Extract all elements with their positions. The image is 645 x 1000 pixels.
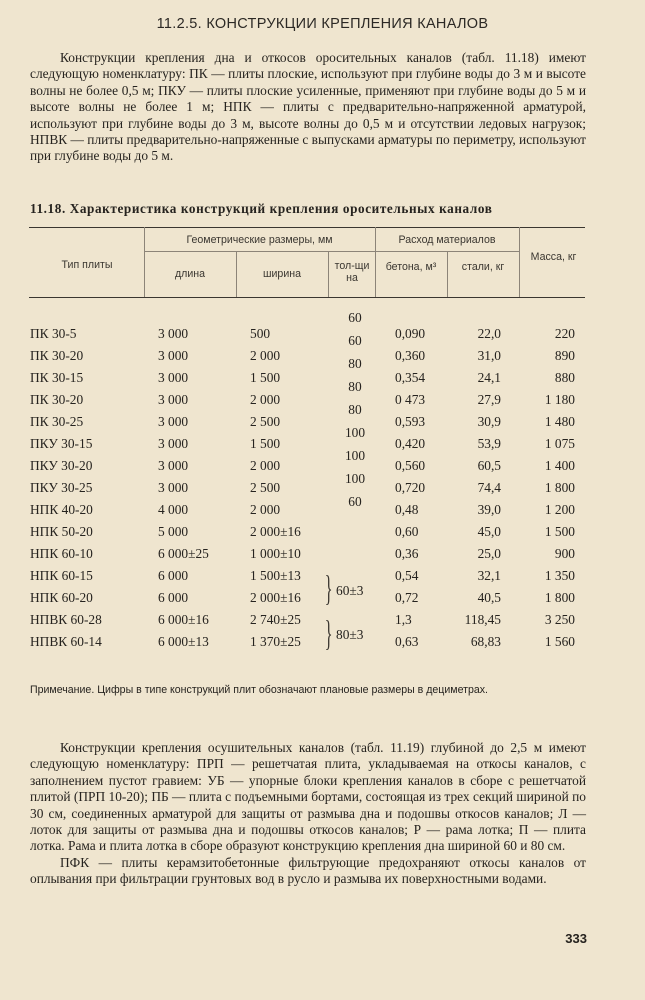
- header-steel: стали, кг: [461, 261, 505, 273]
- cell-length: 3 000: [158, 480, 189, 495]
- cell-steel: 68,83: [470, 634, 501, 649]
- cell-concrete: 0 473: [395, 392, 426, 407]
- thickness-group-2: 80±3: [336, 627, 364, 642]
- cell-steel: 118,45: [464, 612, 501, 627]
- cell-steel: 30,9: [477, 414, 501, 429]
- brace-group-1: }: [324, 568, 333, 608]
- page-number: 333: [565, 931, 587, 946]
- cell-width: 2 000: [250, 502, 281, 517]
- cell-mass: 1 180: [544, 392, 575, 407]
- table-caption: 11.18. Характеристика конструкций крепления оросительных каналов: [30, 201, 493, 216]
- cell-concrete: 0,48: [395, 502, 419, 517]
- cell-type: НПК 60-20: [30, 590, 93, 605]
- cell-steel: 53,9: [477, 436, 501, 451]
- cell-mass: 1 400: [544, 458, 575, 473]
- table-top-rule: [29, 227, 585, 228]
- cell-length: 3 000: [158, 436, 189, 451]
- cell-mass: 900: [554, 546, 575, 561]
- cell-mass: 1 560: [544, 634, 575, 649]
- cell-type: НПВК 60-14: [30, 634, 102, 649]
- cell-concrete: 0,36: [395, 546, 419, 561]
- header-thickness-text: тол-щина: [334, 260, 370, 284]
- header-length: длина: [174, 268, 206, 280]
- header-concrete: бетона, м³: [385, 261, 437, 273]
- section-heading: 11.2.5. КОНСТРУКЦИИ КРЕПЛЕНИЯ КАНАЛОВ: [156, 16, 489, 32]
- table-note: Примечание. Цифры в типе конструкций плит обозначают плановые размеры в дециметрах.: [30, 684, 488, 696]
- cell-steel: 22,0: [477, 326, 501, 341]
- cell-type: ПКУ 30-20: [30, 458, 93, 473]
- cell-steel: 45,0: [477, 524, 501, 539]
- thickness-value: 60: [348, 494, 362, 509]
- cell-mass: 3 250: [544, 612, 575, 627]
- cell-mass: 1 480: [544, 414, 575, 429]
- cell-concrete: 0,354: [395, 370, 426, 385]
- cell-concrete: 0,63: [395, 634, 419, 649]
- cell-concrete: 0,360: [395, 348, 426, 363]
- header-materials: Расход материалов: [398, 234, 496, 246]
- cell-length: 3 000: [158, 392, 189, 407]
- cell-concrete: 0,593: [395, 414, 426, 429]
- cell-length: 6 000±16: [158, 612, 209, 627]
- cell-length: 6 000±13: [158, 634, 209, 649]
- cell-type: ПК 30-20: [30, 348, 84, 363]
- cell-mass: 1 800: [544, 480, 575, 495]
- cell-type: ПК 30-25: [30, 414, 84, 429]
- header-mass: Масса, кг: [530, 251, 577, 263]
- cell-mass: 1 500: [544, 524, 575, 539]
- cell-length: 6 000±25: [158, 546, 209, 561]
- cell-steel: 74,4: [477, 480, 501, 495]
- header-geometry: Геометрические размеры, мм: [186, 234, 333, 246]
- cell-type: ПК 30-20: [30, 392, 84, 407]
- cell-steel: 32,1: [477, 568, 501, 583]
- cell-width: 2 000: [250, 392, 281, 407]
- thickness-value: 100: [344, 471, 366, 486]
- cell-type: ПК 30-5: [30, 326, 77, 341]
- cell-concrete: 0,090: [395, 326, 426, 341]
- brace-group-2: }: [324, 613, 333, 653]
- cell-width: 2 740±25: [250, 612, 301, 627]
- cell-mass: 220: [554, 326, 575, 341]
- cell-width: 2 000±16: [250, 524, 301, 539]
- cell-steel: 25,0: [477, 546, 501, 561]
- cell-length: 6 000: [158, 568, 189, 583]
- cell-length: 3 000: [158, 326, 189, 341]
- thickness-value: 100: [344, 448, 366, 463]
- thickness-value: 100: [344, 425, 366, 440]
- cell-mass: 1 200: [544, 502, 575, 517]
- thickness-value: 80: [348, 402, 362, 417]
- thickness-group-1: 60±3: [336, 583, 364, 598]
- cell-width: 2 000: [250, 348, 281, 363]
- cell-steel: 27,9: [477, 392, 501, 407]
- cell-mass: 1 800: [544, 590, 575, 605]
- intro-text: Конструкции крепления дна и откосов оросительных каналов (табл. 11.18) имеют следующую номенклатуру: ПК — плиты плоские, используют при глубине воды до 3 м и высоте волны не более 0,5 м; ПКУ — плиты плоские усиленные, применяют при глубине воды до 5 м и высоте волны не более 1 м; НПК — плиты с предварительно-напряженной арматурой, используют при глубине воды до 3 м, высоте волны до 0,5 м и отсутствии ледовых нагрузок; НПВК — плиты предварительно-напряженные с выпусками арматуры по периметру, используют при глубине воды до 5 м.: [30, 50, 587, 164]
- pfk-text: ПФК — плиты керамзитобетонные фильтрующие предохраняют откосы каналов от оплывания при фильтрации грунтовых вод в русло и размыва их поверхностными водами.: [30, 854, 586, 887]
- cell-width: 500: [250, 326, 271, 341]
- cell-type: НПК 50-20: [30, 524, 93, 539]
- thickness-value: 80: [348, 379, 362, 394]
- cell-concrete: 1,3: [395, 612, 412, 627]
- cell-length: 5 000: [158, 524, 189, 539]
- cell-steel: 24,1: [477, 370, 501, 385]
- cell-type: ПК 30-15: [30, 370, 84, 385]
- cell-mass: 1 350: [544, 568, 575, 583]
- cell-concrete: 0,420: [395, 436, 426, 451]
- cell-mass: 890: [554, 348, 575, 363]
- cell-length: 3 000: [158, 414, 189, 429]
- cell-type: НПК 60-15: [30, 568, 93, 583]
- cell-width: 1 500: [250, 370, 281, 385]
- cell-type: НПК 40-20: [30, 502, 93, 517]
- drainage-paragraph: [30, 740, 586, 888]
- cell-concrete: 0,720: [395, 480, 426, 495]
- cell-width: 2 500: [250, 480, 281, 495]
- cell-length: 3 000: [158, 458, 189, 473]
- cell-length: 4 000: [158, 502, 189, 517]
- table-header-rule: [29, 297, 585, 298]
- cell-mass: 880: [554, 370, 575, 385]
- cell-concrete: 0,560: [395, 458, 426, 473]
- cell-type: ПКУ 30-15: [30, 436, 93, 451]
- cell-steel: 60,5: [477, 458, 501, 473]
- cell-width: 1 500±13: [250, 568, 301, 583]
- cell-width: 2 500: [250, 414, 281, 429]
- cell-concrete: 0,60: [395, 524, 419, 539]
- cell-width: 2 000±16: [250, 590, 301, 605]
- header-width: ширина: [263, 268, 301, 280]
- thickness-value: 80: [348, 356, 362, 371]
- cell-width: 2 000: [250, 458, 281, 473]
- thickness-value: 60: [348, 333, 362, 348]
- cell-steel: 40,5: [477, 590, 501, 605]
- cell-width: 1 500: [250, 436, 281, 451]
- cell-steel: 31,0: [477, 348, 501, 363]
- header-type: Тип плиты: [61, 259, 113, 271]
- cell-length: 3 000: [158, 370, 189, 385]
- cell-mass: 1 075: [544, 436, 575, 451]
- intro-paragraph: [30, 50, 586, 165]
- header-thickness: [331, 260, 373, 284]
- cell-width: 1 000±10: [250, 546, 301, 561]
- cell-width: 1 370±25: [250, 634, 301, 649]
- cell-type: НПВК 60-28: [30, 612, 102, 627]
- drainage-text: Конструкции крепления осушительных каналов (табл. 11.19) глубиной до 2,5 м имеют следующую номенклатуру: ПРП — решетчатая плита, укладываемая на откосы каналов, с заполнением пустот гравием: УБ — упорные блоки крепления каналов в сборе с решетчатой плитой (ПРП 10-20); ПБ — плита с подъемными бортами, состоящая из трех секций шириной по 30 см, соединенных арматурой для защиты от размыва дна и подошвы откосов каналов; Л — лоток для защиты от размыва дна и подошвы откосов каналов; Р — рама лотка; П — плита лотка. Рама и плита лотка в сборе образуют конструкцию крепления дна шириной 60 и 80 см.: [30, 740, 586, 854]
- cell-length: 3 000: [158, 348, 189, 363]
- cell-type: НПК 60-10: [30, 546, 93, 561]
- thickness-value: 60: [348, 310, 362, 325]
- cell-concrete: 0,54: [395, 568, 419, 583]
- cell-type: ПКУ 30-25: [30, 480, 93, 495]
- cell-length: 6 000: [158, 590, 189, 605]
- cell-steel: 39,0: [477, 502, 501, 517]
- cell-concrete: 0,72: [395, 590, 419, 605]
